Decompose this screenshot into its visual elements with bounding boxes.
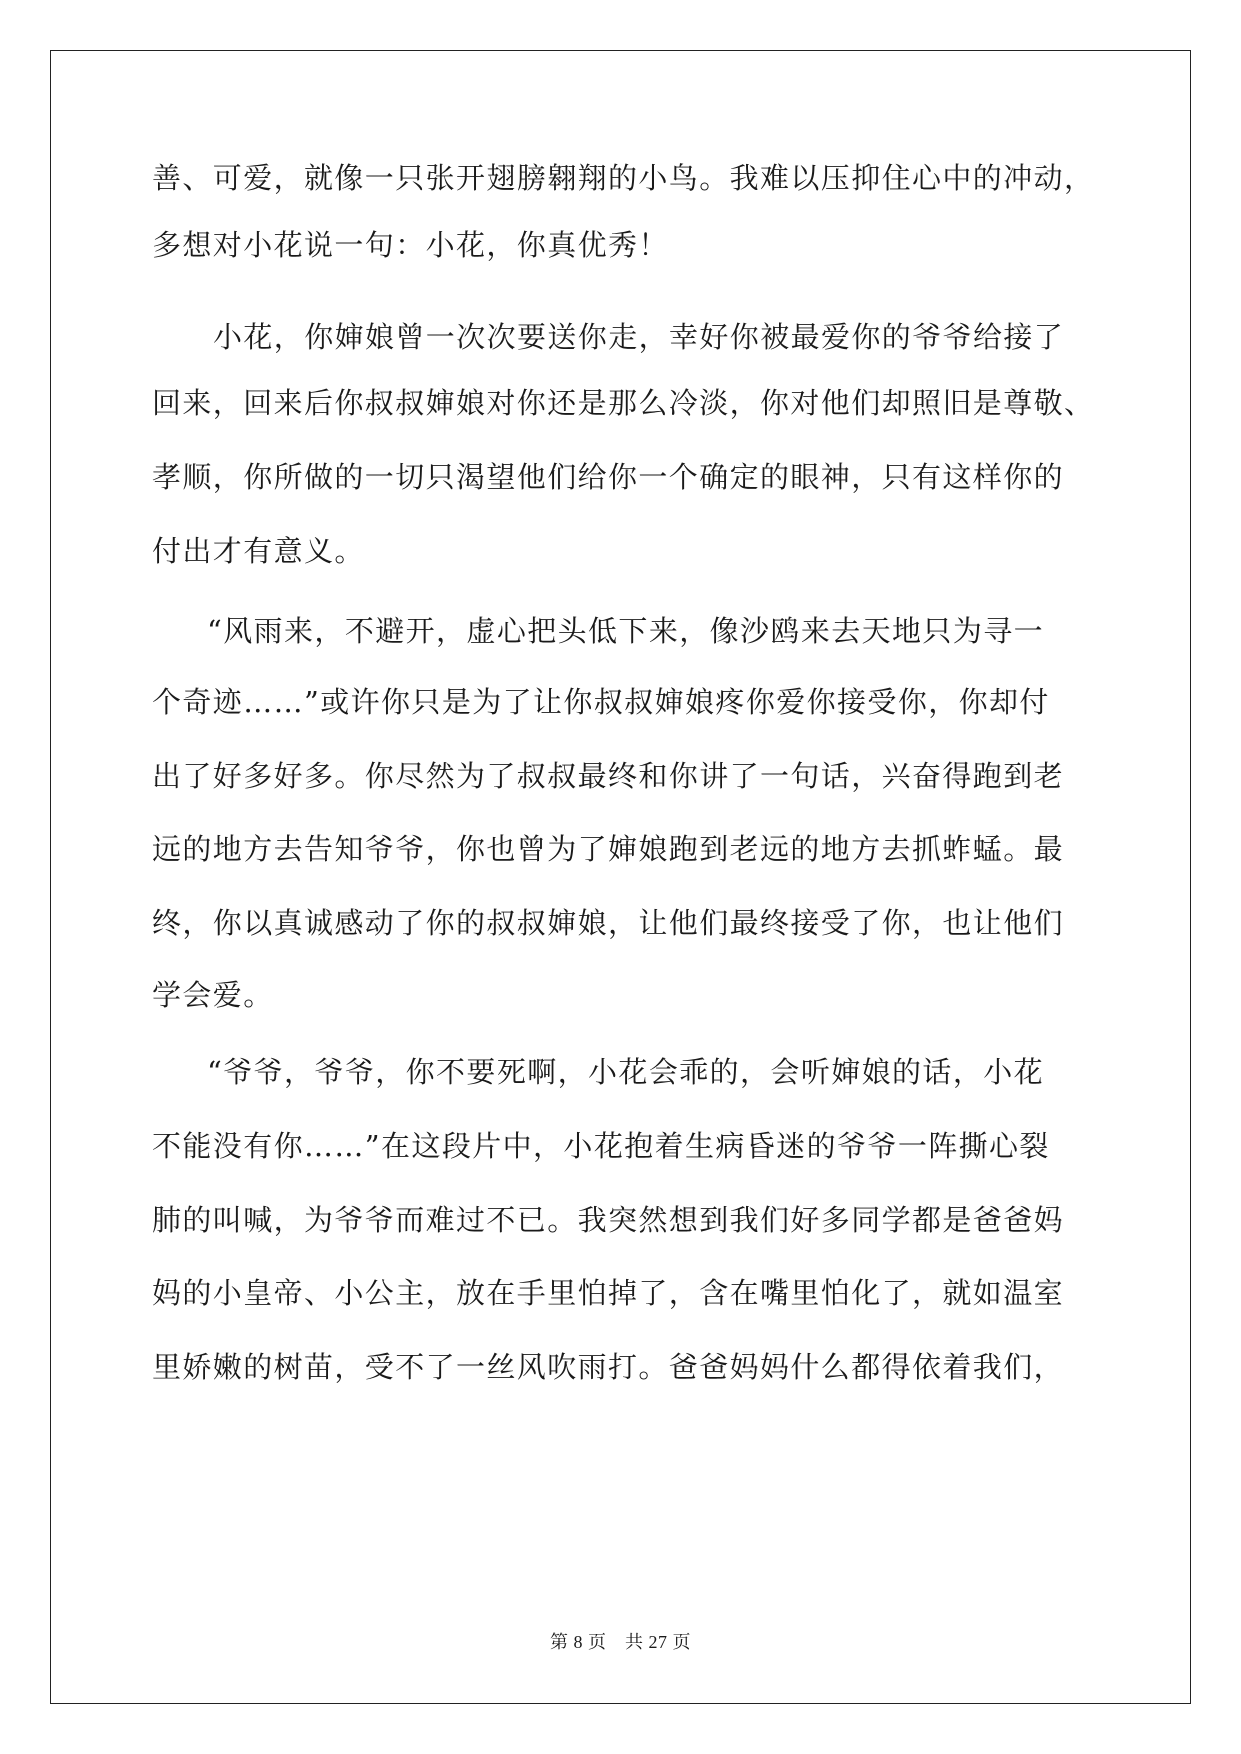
body-line: 终，你以真诚感动了你的叔叔婶娘，让他们最终接受了你，也让他们: [152, 906, 1065, 940]
body-line: 付出才有意义。: [152, 534, 365, 568]
page-border: [50, 50, 1191, 1704]
body-line: 多想对小花说一句：小花，你真优秀！: [152, 228, 669, 262]
body-line: 个奇迹……”或许你只是为了让你叔叔婶娘疼你爱你接受你，你却付: [152, 685, 1050, 719]
body-line: 善、可爱，就像一只张开翅膀翱翔的小鸟。我难以压抑住心中的冲动，: [152, 161, 1095, 195]
body-line: 回来，回来后你叔叔婶娘对你还是那么冷淡，你对他们却照旧是尊敬、: [152, 386, 1095, 420]
body-line: 里娇嫩的树苗，受不了一丝风吹雨打。爸爸妈妈什么都得依着我们，: [152, 1350, 1065, 1384]
page-number: 第 8 页 共 27 页: [550, 1632, 691, 1652]
body-line: 远的地方去告知爷爷，你也曾为了婶娘跑到老远的地方去抓蚱蜢。最: [152, 832, 1065, 866]
body-line: 学会爱。: [152, 978, 274, 1012]
paragraph-first-line: “爷爷，爷爷，你不要死啊，小花会乖的，会听婶娘的话，小花: [207, 1055, 1045, 1089]
body-line: 不能没有你……”在这段片中，小花抱着生病昏迷的爷爷一阵撕心裂: [152, 1129, 1050, 1163]
body-line: 出了好多好多。你尽然为了叔叔最终和你讲了一句话，兴奋得跑到老: [152, 759, 1065, 793]
body-line: 妈的小皇帝、小公主，放在手里怕掉了，含在嘴里怕化了，就如温室: [152, 1276, 1065, 1310]
paragraph-first-line: “风雨来，不避开，虚心把头低下来，像沙鸥来去天地只为寻一: [207, 614, 1045, 648]
body-line: 孝顺，你所做的一切只渴望他们给你一个确定的眼神，只有这样你的: [152, 460, 1065, 494]
paragraph-first-line: 小花，你婶娘曾一次次要送你走，幸好你被最爱你的爷爷给接了: [213, 320, 1065, 354]
body-line: 肺的叫喊，为爷爷而难过不已。我突然想到我们好多同学都是爸爸妈: [152, 1203, 1065, 1237]
